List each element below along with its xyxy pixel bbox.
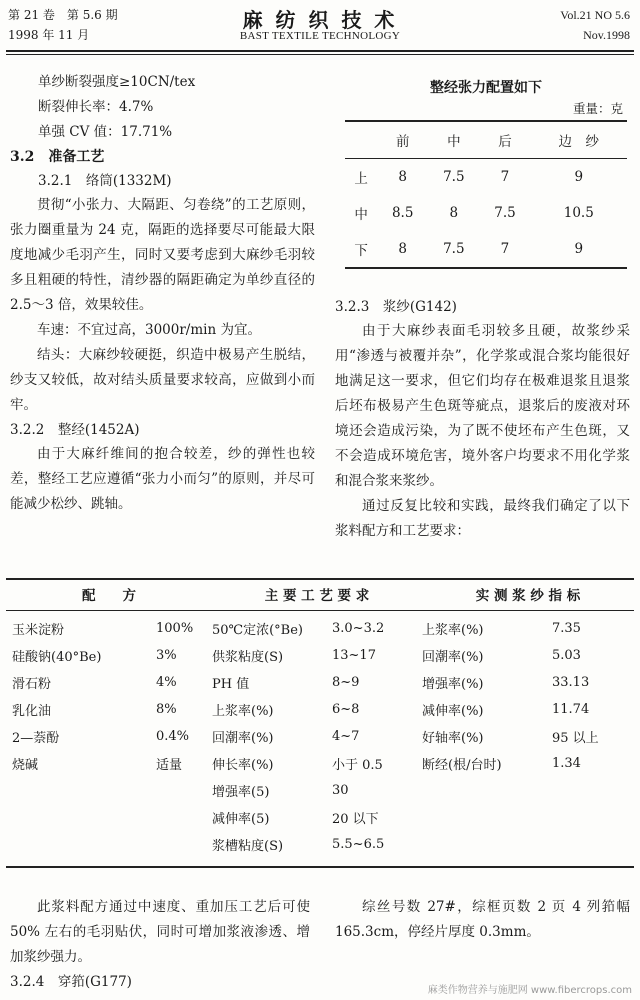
head-formula: 配 方	[82, 588, 136, 604]
measured-value-cell	[552, 804, 634, 831]
measured-value-cell: 33.13	[552, 675, 590, 690]
table2-head-rule	[6, 610, 634, 611]
tension-head-cell: 中	[447, 134, 461, 150]
table-row	[6, 804, 634, 831]
spec-elongation: 断裂伸长率：4.7%	[38, 99, 154, 115]
header-rule-thin	[6, 54, 634, 55]
section-3-2-heading: 3.2 准备工艺	[10, 149, 105, 165]
measured-value-cell: 1.34	[552, 756, 581, 771]
measured-param-cell	[422, 831, 552, 858]
section-3-2-4-heading: 3.2.4 穿筘(G177)	[10, 974, 132, 990]
table-cell: 7.5	[443, 169, 465, 185]
ingredient-cell: 乳化油	[12, 704, 52, 719]
tension-table-block	[345, 78, 627, 269]
table-cell: 8	[398, 169, 407, 185]
head-process: 主 要 工 艺 要 求	[264, 588, 370, 604]
process-value-cell: 5.5~6.5	[332, 837, 385, 852]
formula-effect-paragraph: 此浆料配方通过中速度、重加压工艺后可使 50% 左右的毛羽贴伏，同时可增加浆液渗透、增加浆纱强力。	[10, 899, 310, 965]
process-value-cell: 4~7	[332, 729, 360, 744]
table-cell: 7	[500, 169, 510, 185]
measured-param-cell	[422, 777, 552, 804]
speed-paragraph: 车速：不宜过高，3000r/min 为宜。	[37, 322, 261, 338]
table-cell: 10.5	[563, 205, 594, 221]
sizing-paragraph: 由于大麻纱表面毛羽较多且硬，故浆纱采用“渗透与被覆并杂”，化学浆或混合浆均能很好地满足这一要求，但它们均存在极难退浆且退浆后坯布极易产生色斑等疵点，退浆后的废液对环境还会造成污染，为了既不使坯布产生色斑，又不会造成环境危害，境外客户均要求不用化学浆和混合浆来浆纱。	[335, 323, 630, 489]
table-row	[6, 696, 634, 723]
tension-table-unit: 重量：克	[572, 101, 623, 116]
table-cell: 7.5	[494, 205, 516, 221]
table-row	[6, 642, 634, 669]
volume-issue-en: Vol.21 NO 5.6	[560, 8, 630, 22]
process-value-cell: 6~8	[332, 702, 360, 717]
tension-head-cell	[345, 122, 377, 159]
table-row	[6, 669, 634, 696]
process-value-cell: 13~17	[332, 648, 376, 663]
ingredient-cell: 2—萘酚	[12, 731, 60, 746]
header-rule	[6, 50, 634, 52]
amount-cell	[156, 831, 212, 858]
measured-param-cell: 回潮率(%)	[422, 650, 484, 665]
ingredient-cell: 硅酸钠(40°Be)	[12, 650, 102, 665]
measured-value-cell: 7.35	[552, 621, 581, 636]
left-column	[10, 70, 315, 517]
row-label: 上	[354, 171, 368, 187]
measured-param-cell: 减伸率(%)	[422, 704, 484, 719]
table-row	[345, 195, 627, 231]
amount-cell: 8%	[156, 702, 177, 717]
table-row	[345, 231, 627, 268]
process-value-cell: 小于 0.5	[332, 758, 383, 773]
tension-table-title: 整经张力配置如下	[430, 80, 542, 96]
reeding-paragraph: 综丝号数 27#，综框页数 2 页 4 列筘幅 165.3cm，停经片厚度 0.3mm。	[335, 899, 630, 940]
table-cell: 8.5	[391, 205, 414, 221]
winding-paragraph: 贯彻“小张力、大隔距、匀卷绕”的工艺原则，张力圈重量为 24 克，隔距的选择要尽可能最大限度地减少毛羽产生，同时又要考虑到大麻纱毛羽较多且粗硬的特性，清纱器的隔距确定为单纱直径的 2.5～3 倍，效果较佳。	[10, 197, 315, 313]
measured-value-cell	[552, 777, 634, 804]
knot-paragraph: 结头：大麻纱较硬挺，织造中极易产生脱结，纱支又较低，故对结头质量要求较高，应做到小而牢。	[10, 347, 315, 413]
table-cell: 8	[398, 241, 407, 257]
measured-value-cell: 5.03	[552, 648, 581, 663]
tension-table-top-rule	[345, 120, 627, 122]
amount-cell: 3%	[156, 648, 177, 663]
table-row	[6, 723, 634, 750]
table2-top-rule	[6, 578, 634, 580]
measured-param-cell: 增强率(%)	[422, 677, 484, 692]
tension-table	[345, 122, 627, 269]
measured-value-cell: 95 以上	[552, 731, 599, 746]
ingredient-cell: 玉米淀粉	[12, 623, 65, 638]
measured-param-cell: 好轴率(%)	[422, 731, 484, 746]
process-value-cell: 8~9	[332, 675, 360, 690]
measured-param-cell: 上浆率(%)	[422, 623, 484, 638]
process-param-cell: 减伸率(5)	[212, 812, 270, 827]
process-param-cell: PH 值	[212, 677, 250, 692]
table-cell: 9	[574, 169, 584, 185]
table-row	[345, 159, 627, 196]
table-cell: 8	[449, 205, 459, 221]
process-value-cell: 3.0~3.2	[332, 621, 385, 636]
table-row	[6, 777, 634, 804]
tension-head-cell: 后	[498, 134, 512, 150]
measured-param-cell: 断经(根/台时)	[422, 758, 502, 773]
process-param-cell: 供浆粘度(S)	[212, 650, 284, 665]
table2-header	[6, 582, 634, 610]
watermark: 麻类作物营养与施肥网 www.fibercrops.com	[427, 985, 632, 996]
process-param-cell: 增强率(5)	[212, 785, 270, 800]
ingredient-cell: 滑石粉	[12, 677, 52, 692]
spec-cv: 单强 CV 值：17.71%	[38, 124, 173, 140]
table-row	[6, 750, 634, 777]
table2-bottom-rule	[6, 866, 634, 868]
amount-cell: 0.4%	[156, 729, 190, 744]
process-param-cell: 回潮率(%)	[212, 731, 274, 746]
sizing-table-block	[6, 582, 634, 858]
right-column-text	[335, 295, 630, 544]
ingredient-cell	[6, 831, 156, 858]
formula-intro-paragraph: 通过反复比较和实践，最终我们确定了以下浆料配方和工艺要求：	[335, 498, 630, 539]
table-row	[6, 831, 634, 858]
ingredient-cell	[6, 804, 156, 831]
row-label: 中	[354, 207, 368, 223]
table-cell: 9	[574, 241, 584, 257]
warping-paragraph: 由于大麻纤维间的抱合较差，纱的弹性也较差，整经工艺应遵循“张力小而匀”的原则，并尽可能减少松纱、跳轴。	[10, 446, 315, 512]
amount-cell: 4%	[156, 675, 177, 690]
table-row	[6, 615, 634, 642]
ingredient-cell: 烧碱	[12, 758, 39, 773]
process-param-cell: 浆槽粘度(S)	[212, 839, 284, 854]
ingredient-cell	[6, 777, 156, 804]
tension-head-cell: 前	[395, 134, 410, 150]
table-cell: 7.5	[443, 241, 465, 257]
volume-issue-cn: 第 21 卷 第 5.6 期	[8, 8, 118, 22]
bottom-left	[10, 895, 310, 994]
measured-value-cell: 11.74	[552, 702, 590, 717]
head-measured: 实 测 浆 纱 指 标	[475, 588, 581, 604]
amount-cell: 适量	[156, 758, 183, 773]
sizing-table	[6, 615, 634, 858]
measured-value-cell	[552, 831, 634, 858]
date-en: Nov.1998	[583, 28, 630, 42]
tension-head-cell: 边 纱	[558, 134, 600, 150]
section-3-2-2-heading: 3.2.2 整经(1452A)	[10, 422, 140, 438]
process-value-cell: 30	[332, 783, 349, 798]
row-label: 下	[354, 243, 368, 259]
process-param-cell: 50℃定浓(°Be)	[212, 623, 303, 638]
bottom-right	[335, 895, 630, 945]
journal-title-cn: 麻 纺 织 技 术	[242, 8, 398, 32]
amount-cell	[156, 777, 212, 804]
amount-cell	[156, 804, 212, 831]
table-cell: 7	[500, 241, 510, 257]
section-3-2-3-heading: 3.2.3 浆纱(G142)	[335, 299, 457, 315]
process-value-cell: 20 以下	[332, 812, 379, 827]
date-cn: 1998 年 11 月	[8, 28, 90, 42]
journal-title-en: BAST TEXTILE TECHNOLOGY	[239, 30, 401, 42]
process-param-cell: 伸长率(%)	[212, 758, 274, 773]
process-param-cell: 上浆率(%)	[212, 704, 274, 719]
amount-cell: 100%	[156, 621, 194, 636]
measured-param-cell	[422, 804, 552, 831]
section-3-2-1-heading: 3.2.1 络筒(1332M)	[38, 173, 172, 189]
spec-breaking-strength: 单纱断裂强度≥10CN/tex	[38, 74, 196, 90]
